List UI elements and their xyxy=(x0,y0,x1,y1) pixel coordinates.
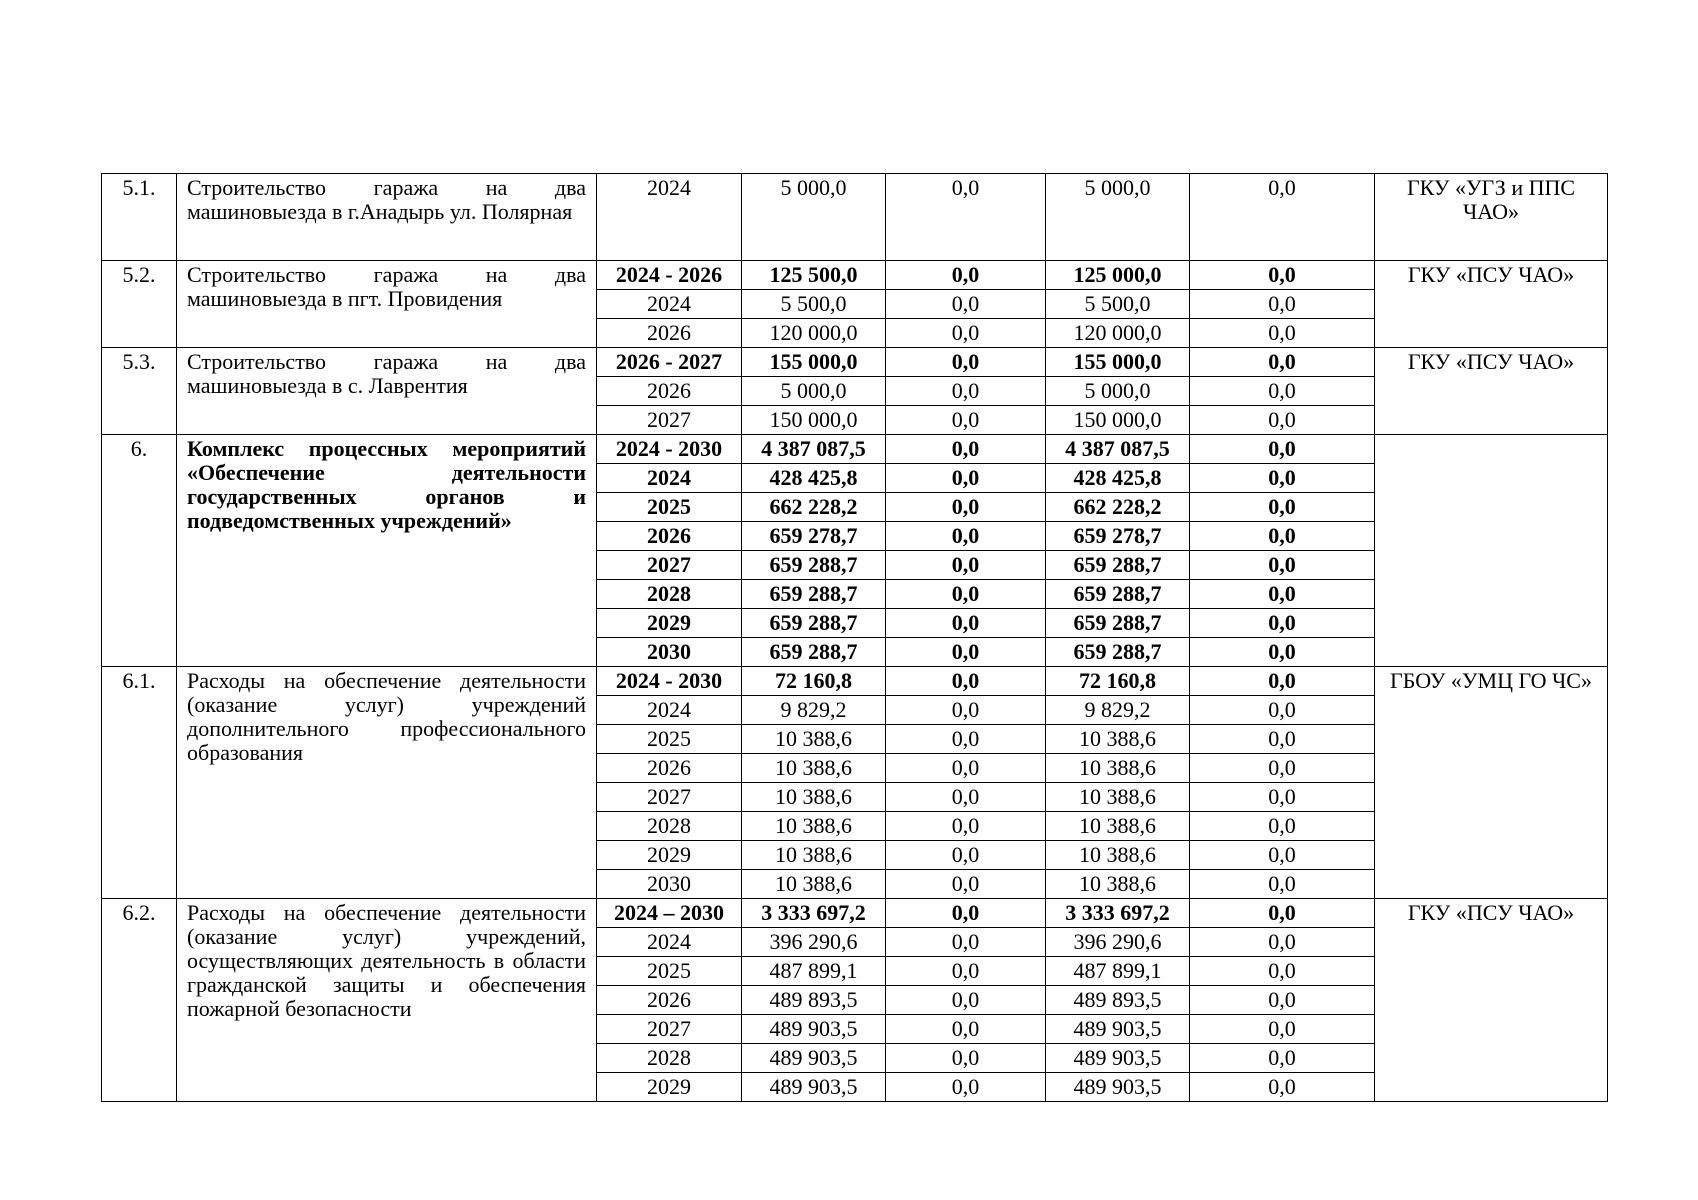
total-cell: 659 288,7 xyxy=(742,609,886,638)
table-row xyxy=(102,261,1608,290)
other-sources-cell: 0,0 xyxy=(1190,1044,1375,1073)
federal-budget-cell: 0,0 xyxy=(886,464,1046,493)
table-row xyxy=(102,435,1608,464)
period-cell: 2026 xyxy=(597,377,742,406)
federal-budget-cell: 0,0 xyxy=(886,812,1046,841)
regional-budget-cell: 5 000,0 xyxy=(1046,377,1190,406)
other-sources-cell: 0,0 xyxy=(1190,464,1375,493)
period-cell: 2027 xyxy=(597,783,742,812)
period-cell: 2030 xyxy=(597,638,742,667)
total-cell: 5 000,0 xyxy=(742,377,886,406)
period-cell: 2024 - 2030 xyxy=(597,667,742,696)
other-sources-cell: 0,0 xyxy=(1190,348,1375,377)
regional-budget-cell: 10 388,6 xyxy=(1046,725,1190,754)
period-cell: 2024 xyxy=(597,464,742,493)
total-cell: 396 290,6 xyxy=(742,928,886,957)
total-cell: 10 388,6 xyxy=(742,754,886,783)
regional-budget-cell: 489 903,5 xyxy=(1046,1073,1190,1102)
other-sources-cell: 0,0 xyxy=(1190,1015,1375,1044)
period-cell: 2024 xyxy=(597,290,742,319)
federal-budget-cell: 0,0 xyxy=(886,957,1046,986)
federal-budget-cell: 0,0 xyxy=(886,551,1046,580)
executor-cell: ГКУ «ПСУ ЧАО» xyxy=(1375,261,1608,348)
period-cell: 2029 xyxy=(597,609,742,638)
total-cell: 10 388,6 xyxy=(742,725,886,754)
federal-budget-cell: 0,0 xyxy=(886,870,1046,899)
item-number: 5.3. xyxy=(102,348,177,435)
regional-budget-cell: 489 893,5 xyxy=(1046,986,1190,1015)
total-cell: 659 288,7 xyxy=(742,551,886,580)
total-cell: 659 278,7 xyxy=(742,522,886,551)
executor-cell: ГКУ «ПСУ ЧАО» xyxy=(1375,348,1608,435)
table-row xyxy=(102,899,1608,928)
regional-budget-cell: 487 899,1 xyxy=(1046,957,1190,986)
item-name: Строительство гаража на два машиновыезда в г.Анадырь ул. Полярная xyxy=(177,174,597,261)
total-cell: 150 000,0 xyxy=(742,406,886,435)
total-cell: 9 829,2 xyxy=(742,696,886,725)
total-cell: 72 160,8 xyxy=(742,667,886,696)
period-cell: 2024 – 2030 xyxy=(597,899,742,928)
total-cell: 5 000,0 xyxy=(742,174,886,261)
regional-budget-cell: 659 288,7 xyxy=(1046,609,1190,638)
total-cell: 10 388,6 xyxy=(742,870,886,899)
total-cell: 4 387 087,5 xyxy=(742,435,886,464)
federal-budget-cell: 0,0 xyxy=(886,406,1046,435)
regional-budget-cell: 150 000,0 xyxy=(1046,406,1190,435)
total-cell: 5 500,0 xyxy=(742,290,886,319)
total-cell: 659 288,7 xyxy=(742,638,886,667)
regional-budget-cell: 428 425,8 xyxy=(1046,464,1190,493)
period-cell: 2024 xyxy=(597,696,742,725)
regional-budget-cell: 662 228,2 xyxy=(1046,493,1190,522)
period-cell: 2025 xyxy=(597,725,742,754)
period-cell: 2029 xyxy=(597,1073,742,1102)
item-name: Расходы на обеспечение деятельности (оказание услуг) учреждений, осуществляющих деятельность в области гражданской защиты и обеспечения пожарной безопасности xyxy=(177,899,597,1102)
federal-budget-cell: 0,0 xyxy=(886,580,1046,609)
federal-budget-cell: 0,0 xyxy=(886,1044,1046,1073)
other-sources-cell: 0,0 xyxy=(1190,290,1375,319)
regional-budget-cell: 120 000,0 xyxy=(1046,319,1190,348)
other-sources-cell: 0,0 xyxy=(1190,696,1375,725)
total-cell: 489 893,5 xyxy=(742,986,886,1015)
total-cell: 662 228,2 xyxy=(742,493,886,522)
other-sources-cell: 0,0 xyxy=(1190,783,1375,812)
period-cell: 2026 xyxy=(597,986,742,1015)
period-cell: 2026 - 2027 xyxy=(597,348,742,377)
total-cell: 120 000,0 xyxy=(742,319,886,348)
other-sources-cell: 0,0 xyxy=(1190,638,1375,667)
item-name: Строительство гаража на два машиновыезда в пгт. Провидения xyxy=(177,261,597,348)
regional-budget-cell: 10 388,6 xyxy=(1046,841,1190,870)
executor-cell: ГБОУ «УМЦ ГО ЧС» xyxy=(1375,667,1608,899)
federal-budget-cell: 0,0 xyxy=(886,696,1046,725)
period-cell: 2026 xyxy=(597,754,742,783)
period-cell: 2029 xyxy=(597,841,742,870)
regional-budget-cell: 659 288,7 xyxy=(1046,638,1190,667)
period-cell: 2025 xyxy=(597,957,742,986)
regional-budget-cell: 5 500,0 xyxy=(1046,290,1190,319)
regional-budget-cell: 489 903,5 xyxy=(1046,1015,1190,1044)
other-sources-cell: 0,0 xyxy=(1190,870,1375,899)
federal-budget-cell: 0,0 xyxy=(886,754,1046,783)
period-cell: 2027 xyxy=(597,406,742,435)
regional-budget-cell: 3 333 697,2 xyxy=(1046,899,1190,928)
federal-budget-cell: 0,0 xyxy=(886,174,1046,261)
regional-budget-cell: 659 278,7 xyxy=(1046,522,1190,551)
federal-budget-cell: 0,0 xyxy=(886,290,1046,319)
executor-cell xyxy=(1375,435,1608,667)
other-sources-cell: 0,0 xyxy=(1190,580,1375,609)
federal-budget-cell: 0,0 xyxy=(886,1015,1046,1044)
total-cell: 428 425,8 xyxy=(742,464,886,493)
regional-budget-cell: 10 388,6 xyxy=(1046,754,1190,783)
total-cell: 659 288,7 xyxy=(742,580,886,609)
other-sources-cell: 0,0 xyxy=(1190,522,1375,551)
federal-budget-cell: 0,0 xyxy=(886,638,1046,667)
federal-budget-cell: 0,0 xyxy=(886,377,1046,406)
period-cell: 2024 xyxy=(597,928,742,957)
other-sources-cell: 0,0 xyxy=(1190,928,1375,957)
other-sources-cell: 0,0 xyxy=(1190,435,1375,464)
item-number: 5.2. xyxy=(102,261,177,348)
regional-budget-cell: 10 388,6 xyxy=(1046,783,1190,812)
item-number: 6. xyxy=(102,435,177,667)
other-sources-cell: 0,0 xyxy=(1190,406,1375,435)
item-name: Комплекс процессных мероприятий «Обеспечение деятельности государственных органов и подведомственных учреждений» xyxy=(177,435,597,667)
federal-budget-cell: 0,0 xyxy=(886,522,1046,551)
total-cell: 10 388,6 xyxy=(742,812,886,841)
total-cell: 10 388,6 xyxy=(742,841,886,870)
federal-budget-cell: 0,0 xyxy=(886,725,1046,754)
regional-budget-cell: 489 903,5 xyxy=(1046,1044,1190,1073)
table-row xyxy=(102,174,1608,261)
federal-budget-cell: 0,0 xyxy=(886,609,1046,638)
other-sources-cell: 0,0 xyxy=(1190,377,1375,406)
federal-budget-cell: 0,0 xyxy=(886,435,1046,464)
item-name: Расходы на обеспечение деятельности (оказание услуг) учреждений дополнительного профессионального образования xyxy=(177,667,597,899)
other-sources-cell: 0,0 xyxy=(1190,493,1375,522)
period-cell: 2027 xyxy=(597,1015,742,1044)
total-cell: 155 000,0 xyxy=(742,348,886,377)
period-cell: 2028 xyxy=(597,580,742,609)
regional-budget-cell: 659 288,7 xyxy=(1046,580,1190,609)
period-cell: 2028 xyxy=(597,1044,742,1073)
period-cell: 2027 xyxy=(597,551,742,580)
item-name: Строительство гаража на два машиновыезда в с. Лаврентия xyxy=(177,348,597,435)
period-cell: 2026 xyxy=(597,319,742,348)
other-sources-cell: 0,0 xyxy=(1190,754,1375,783)
other-sources-cell: 0,0 xyxy=(1190,667,1375,696)
other-sources-cell: 0,0 xyxy=(1190,957,1375,986)
period-cell: 2024 xyxy=(597,174,742,261)
other-sources-cell: 0,0 xyxy=(1190,261,1375,290)
item-number: 6.2. xyxy=(102,899,177,1102)
table-row xyxy=(102,348,1608,377)
total-cell: 489 903,5 xyxy=(742,1073,886,1102)
federal-budget-cell: 0,0 xyxy=(886,1073,1046,1102)
total-cell: 489 903,5 xyxy=(742,1015,886,1044)
other-sources-cell: 0,0 xyxy=(1190,725,1375,754)
total-cell: 489 903,5 xyxy=(742,1044,886,1073)
federal-budget-cell: 0,0 xyxy=(886,348,1046,377)
regional-budget-cell: 125 000,0 xyxy=(1046,261,1190,290)
regional-budget-cell: 10 388,6 xyxy=(1046,870,1190,899)
budget-table-body xyxy=(102,174,1608,1102)
other-sources-cell: 0,0 xyxy=(1190,1073,1375,1102)
other-sources-cell: 0,0 xyxy=(1190,841,1375,870)
federal-budget-cell: 0,0 xyxy=(886,928,1046,957)
total-cell: 487 899,1 xyxy=(742,957,886,986)
federal-budget-cell: 0,0 xyxy=(886,667,1046,696)
regional-budget-cell: 9 829,2 xyxy=(1046,696,1190,725)
regional-budget-cell: 155 000,0 xyxy=(1046,348,1190,377)
item-number: 6.1. xyxy=(102,667,177,899)
budget-table xyxy=(101,173,1608,1102)
other-sources-cell: 0,0 xyxy=(1190,986,1375,1015)
federal-budget-cell: 0,0 xyxy=(886,493,1046,522)
other-sources-cell: 0,0 xyxy=(1190,609,1375,638)
other-sources-cell: 0,0 xyxy=(1190,899,1375,928)
regional-budget-cell: 5 000,0 xyxy=(1046,174,1190,261)
executor-cell: ГКУ «ПСУ ЧАО» xyxy=(1375,899,1608,1102)
federal-budget-cell: 0,0 xyxy=(886,261,1046,290)
item-number: 5.1. xyxy=(102,174,177,261)
regional-budget-cell: 396 290,6 xyxy=(1046,928,1190,957)
period-cell: 2024 - 2026 xyxy=(597,261,742,290)
regional-budget-cell: 659 288,7 xyxy=(1046,551,1190,580)
other-sources-cell: 0,0 xyxy=(1190,551,1375,580)
other-sources-cell: 0,0 xyxy=(1190,319,1375,348)
period-cell: 2028 xyxy=(597,812,742,841)
period-cell: 2024 - 2030 xyxy=(597,435,742,464)
regional-budget-cell: 72 160,8 xyxy=(1046,667,1190,696)
federal-budget-cell: 0,0 xyxy=(886,899,1046,928)
period-cell: 2030 xyxy=(597,870,742,899)
federal-budget-cell: 0,0 xyxy=(886,319,1046,348)
total-cell: 10 388,6 xyxy=(742,783,886,812)
period-cell: 2026 xyxy=(597,522,742,551)
other-sources-cell: 0,0 xyxy=(1190,174,1375,261)
executor-cell: ГКУ «УГЗ и ППС ЧАО» xyxy=(1375,174,1608,261)
regional-budget-cell: 4 387 087,5 xyxy=(1046,435,1190,464)
total-cell: 3 333 697,2 xyxy=(742,899,886,928)
federal-budget-cell: 0,0 xyxy=(886,841,1046,870)
table-row xyxy=(102,667,1608,696)
total-cell: 125 500,0 xyxy=(742,261,886,290)
federal-budget-cell: 0,0 xyxy=(886,986,1046,1015)
regional-budget-cell: 10 388,6 xyxy=(1046,812,1190,841)
federal-budget-cell: 0,0 xyxy=(886,783,1046,812)
other-sources-cell: 0,0 xyxy=(1190,812,1375,841)
period-cell: 2025 xyxy=(597,493,742,522)
